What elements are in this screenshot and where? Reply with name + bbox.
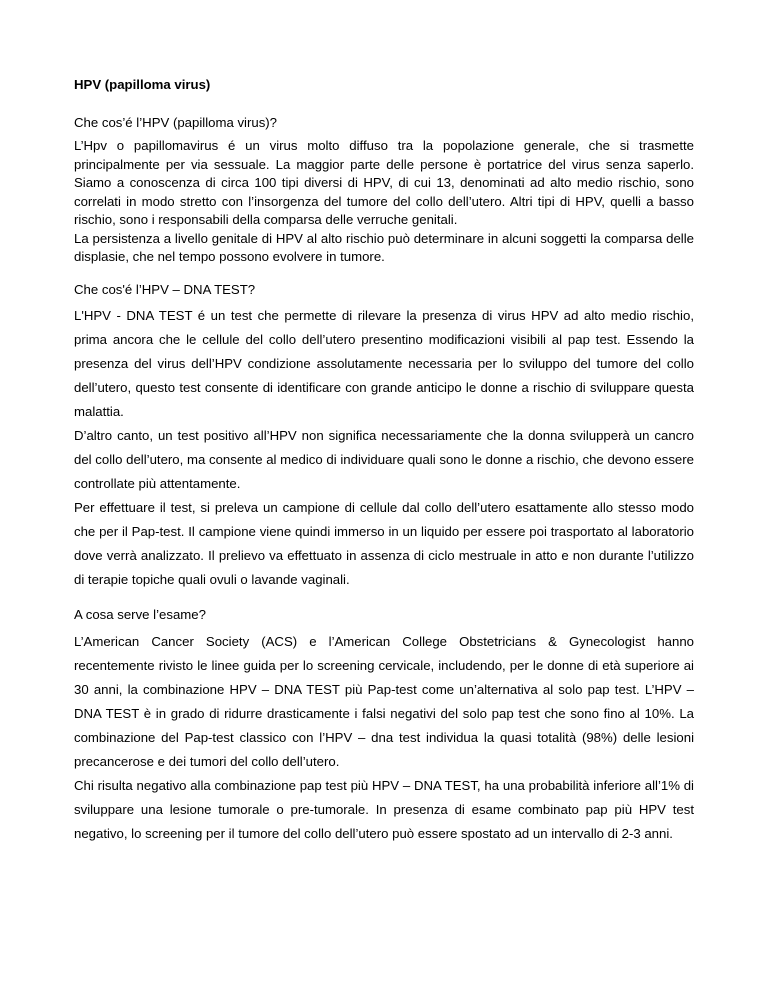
paragraph: La persistenza a livello genitale di HPV al alto rischio può determinare in alcuni soggetti la comparsa delle displasie, che nel tempo possono evolvere in tumore. [74,230,694,264]
section-heading-purpose: A cosa serve l’esame? [74,607,206,622]
section-heading-dna-test: Che cos'é l’HPV – DNA TEST? [74,281,256,297]
section-body-what-is-hpv [74,137,694,267]
paragraph: D’altro canto, un test positivo all’HPV non significa necessariamente che la donna svilupperà un cancro del collo dell’utero, ma consente al medico di individuare quali sono le donne a rischio, che devono essere controllate più attentamente. [74,428,694,491]
paragraph: L’Hpv o papillomavirus é un virus molto diffuso tra la popolazione generale, che si trasmette principalmente per via sessuale. La maggior parte delle persone è portatrice del virus senza saperlo. Siamo a conoscenza di circa 100 tipi diversi di HPV, di cui 13, denominati ad alto medio rischio, sono correlati in modo stretto con l’insorgenza del tumore del collo dell’utero. Altri tipi di HPV, quelli a basso rischio, sono i responsabili della comparsa delle verruche genitali. [74,138,694,227]
section-body-purpose [74,630,694,846]
document-body [74,76,694,846]
document-title: HPV (papilloma virus) [74,77,211,92]
section-spacer [74,592,694,606]
section-heading-what-is-hpv: Che cos’é l’HPV (papilloma virus)? [74,114,278,130]
paragraph: Chi risulta negativo alla combinazione pap test più HPV – DNA TEST, ha una probabilità inferiore all’1% di sviluppare una lesione tumorale o pre-tumorale. In presenza di esame combinato pap più HPV test negativo, lo screening per il tumore del collo dell’utero può essere spostato ad un intervallo di 2-3 anni. [74,777,694,841]
paragraph: L’American Cancer Society (ACS) e l’American College Obstetricians & Gynecologist hanno recentemente rivisto le linee guida per lo screening cervicale, includendo, per le donne di età superiore ai 30 anni, la combinazione HPV – DNA TEST più Pap-test come un’alternativa al solo pap test. L’HPV – DNA TEST è in grado di ridurre drasticamente i falsi negativi del solo pap test che sono fino al 10%. La combinazione del Pap-test classico con l’HPV – dna test individua la quasi totalità (98%) delle lesioni precancerose e dei tumori del collo dell’utero. [74,633,694,769]
section-body-dna-test [74,304,694,592]
paragraph: Per effettuare il test, si preleva un campione di cellule dal collo dell’utero esattamente allo stesso modo che per il Pap-test. Il campione viene quindi immerso in un liquido per essere poi trasportato al laboratorio dove verrà analizzato. Il prelievo va effettuato in assenza di ciclo mestruale in atto e non durante l’utilizzo di terapie topiche quali ovuli o lavande vaginali. [74,500,694,587]
paragraph: L'HPV - DNA TEST é un test che permette di rilevare la presenza di virus HPV ad alto medio rischio, prima ancora che le cellule del collo dell’utero presentino modificazioni visibili al pap test. Essendo la presenza del virus dell’HPV condizione assolutamente necessaria per lo sviluppo del tumore del collo dell’utero, questo test consente di identificare con grande anticipo le donne a rischio di sviluppare questa malattia. [74,308,694,419]
section-spacer [74,267,694,281]
